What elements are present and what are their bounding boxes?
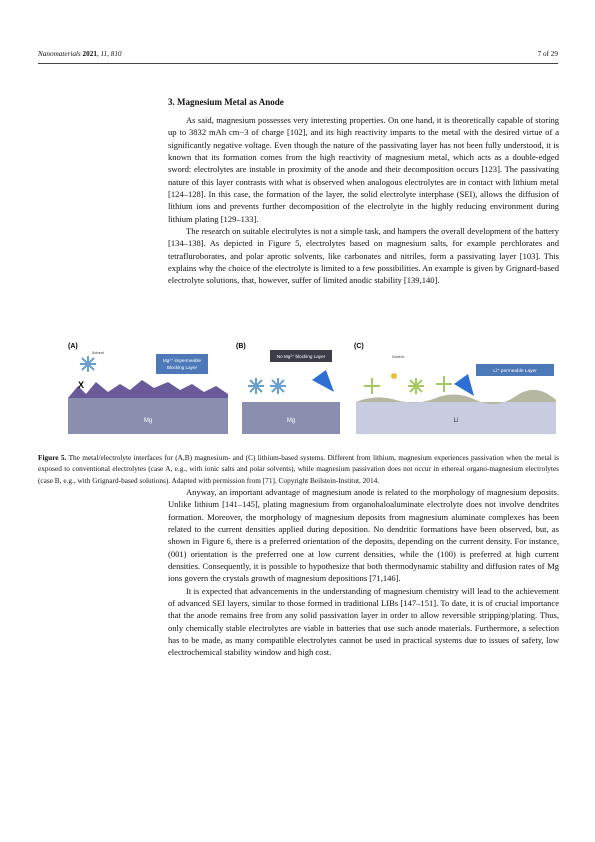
body-top <box>168 114 559 287</box>
mg-metal <box>68 398 228 434</box>
journal-year: 2021 <box>82 50 97 58</box>
passivating-layer <box>68 380 228 398</box>
paragraph: It is expected that advancements in the understanding of magnesium chemistry will lead to the achievement of advanced SEI layers, similar to those formed in traditional LIBs [147–151]. To date, it is of crucial importance that the anode remains free from any solid passivation layer in order to allow reversible stripping/plating. Thus, only chemically stable electrolytes are viable in batteries that use such anode materials. Furthermore, a selection has to be made, as many compatible electrolytes cannot be used in practical systems due to issues of safety, low electrochemical stability window and high cost. <box>168 585 559 658</box>
svg-text:Blocking Layer: Blocking Layer <box>166 365 198 370</box>
header-rule <box>38 63 558 64</box>
solvent-molecule <box>248 378 286 394</box>
permeable-layer-label: Li⁺ permeable Layer <box>493 369 537 374</box>
paragraph: The research on suitable electrolytes is not a simple task, and hampers the overall development of the battery [134–138]. As depicted in Figure 5, electrolytes based on magnesium salts, for example perchlorates and tetrafluroborates, and polar aprotic solvents, like carbonates and nitriles, form a passivating layer [103]. This explains why the choice of the electrolyte is limited to a few possibilities. An example is given by Grignard-based electrolyte solutions, that, however, suffer of limited anodic stability [139,140]. <box>168 226 559 286</box>
metal-label: Mg <box>286 418 296 424</box>
paragraph: As said, magnesium possesses very interesting properties. On one hand, it is theoretically capable of storing up to 3832 mAh cm−3 of charge [102], and its high reactivity imparts to the metal with the desired virtue of a significantly negative voltage. Even though the nature of the passivating layer has not been fully understood, it is known that its formation comes from the high reactivity of magnesium metal, which acts as a double-edged sword: electrolytes are instable in proximity of the anode and their decomposition occurs [123]. The passivating nature of this layer contrasts with what is observed when analogous electrolytes are in contact with lithium metal [124–128]. In this case, the formation of the layer, the solid electrolyte interphase (SEI), allows the diffusion of lithium ions and prevents further decomposition of the electrolyte in the highly reducing environment during lithium plating [129–133]. <box>168 115 559 224</box>
blocking-layer-label: Mg²⁺ impermeable <box>162 358 202 363</box>
arrow-icon <box>312 370 334 392</box>
arrow-icon <box>454 374 474 396</box>
caption-text: The metal/electrolyte interfaces for (A,B) magnesium- and (C) lithium-based systems. Different from lithium, magnesium experiences passivation when the metal is exposed to conventional electrolytes (case A, e.g., with ionic salts and polar solvents), while magnesium passivation does not occur in ethereal organo-magnesium electrolytes (case B, e.g., with Grignard-based solutions). Adapted with permission from [71]. Copyright Beilstein-Institut, 2014. <box>38 453 559 485</box>
solvent-molecule <box>364 376 452 394</box>
running-header <box>38 50 558 62</box>
figure-5 <box>64 340 559 440</box>
blocking-layer-box <box>156 354 208 374</box>
cation <box>391 373 397 379</box>
section-title: 3. Magnesium Metal as Anode <box>168 97 284 107</box>
metal-label: Mg <box>143 418 153 424</box>
figure-caption <box>38 452 559 486</box>
solvent-label: Solvent <box>92 351 104 355</box>
no-blocking-layer-label: No Mg²⁺ blocking Layer <box>276 354 326 359</box>
panel-a <box>68 343 228 434</box>
solvent-molecule <box>80 356 96 372</box>
panel-c <box>354 343 556 434</box>
journal-volume: 11, 810 <box>100 50 122 58</box>
panel-a-tag: (A) <box>68 343 78 350</box>
blocked-x-icon: X <box>78 380 85 390</box>
caption-label: Figure 5. <box>38 453 67 462</box>
page-number: 7 of 29 <box>537 50 558 58</box>
journal-name: Nanomaterials <box>38 50 81 58</box>
panel-b-tag: (B) <box>236 343 246 350</box>
solvent-label: Solvent <box>392 355 404 359</box>
panel-b <box>236 343 340 434</box>
paragraph: Anyway, an important advantage of magnesium anode is related to the morphology of magnesium deposits. Unlike lithium [141–145], plating magnesium from organohaloaluminate electrolyte does not involve dendrites formation. Moreover, the morphology of magnesium deposits from magnesium aluminate complexes has been related to the current densities applied during deposition. No dendritic formations have been observed, but, as shown in Figure 6, there is a preferred orientation of the deposits, depending on the current density. For instance, (001) orientation is the preferred one at low current densities, while the (100) is preferred at high current densities. Consequently, it is possible to hypothesize that both thermodynamic stability and diffusion rates of Mg ions govern the crystals growth of magnesium depositions [71,146]. <box>168 487 559 584</box>
figure-5-graphic <box>64 340 559 440</box>
panel-c-tag: (C) <box>354 343 364 350</box>
journal-citation: Nanomaterials 2021, 11, 810 <box>38 50 122 58</box>
body-bottom <box>168 486 559 659</box>
metal-label: Li <box>453 418 459 424</box>
